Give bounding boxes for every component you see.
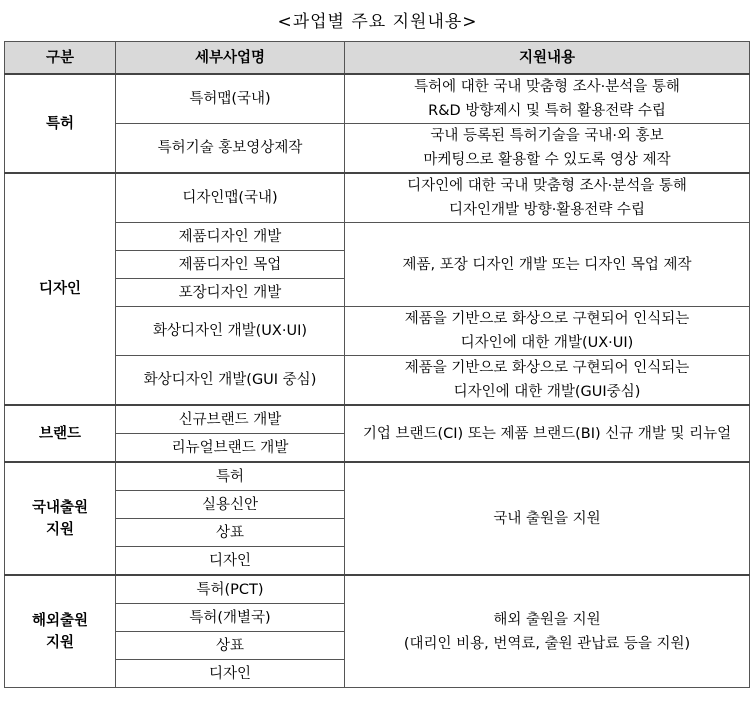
table-row bbox=[5, 575, 750, 604]
category-line: 지원 bbox=[45, 634, 74, 651]
table-row bbox=[5, 307, 750, 356]
table-row bbox=[5, 173, 750, 223]
category-cell: 특허 bbox=[5, 74, 116, 173]
project-name-cell: 화상디자인 개발(GUI 중심) bbox=[116, 356, 345, 406]
content-cell bbox=[345, 124, 750, 174]
content-line: 제품을 기반으로 화상으로 구현되어 인식되는 bbox=[404, 311, 690, 327]
project-name-cell: 특허맵(국내) bbox=[116, 74, 345, 124]
project-name-cell: 상표 bbox=[116, 632, 345, 660]
content-line: (대리인 비용, 번역료, 출원 관납료 등을 지원) bbox=[403, 635, 691, 652]
project-name-cell: 실용신안 bbox=[116, 491, 345, 519]
project-name-cell: 화상디자인 개발(UX·UI) bbox=[116, 307, 345, 356]
category-cell bbox=[5, 462, 116, 575]
project-name-cell: 특허 bbox=[116, 462, 345, 491]
project-name-cell: 특허(PCT) bbox=[116, 575, 345, 604]
content-line: 디자인개발 방향·활용전략 수립 bbox=[449, 202, 645, 218]
project-name-cell: 신규브랜드 개발 bbox=[116, 405, 345, 434]
project-name-cell: 특허기술 홍보영상제작 bbox=[116, 124, 345, 174]
project-name-cell: 리뉴얼브랜드 개발 bbox=[116, 434, 345, 463]
category-line: 해외출원 bbox=[31, 612, 89, 629]
header-project-name: 세부사업명 bbox=[116, 42, 345, 75]
table-row bbox=[5, 124, 750, 174]
project-name-cell: 특허(개별국) bbox=[116, 604, 345, 632]
content-cell bbox=[345, 575, 750, 688]
group-domestic-application bbox=[5, 462, 750, 575]
content-line: 국내 등록된 특허기술을 국내·외 홍보 bbox=[430, 128, 664, 144]
category-cell bbox=[5, 575, 116, 688]
support-table bbox=[4, 41, 750, 688]
project-name-cell: 디자인 bbox=[116, 547, 345, 576]
group-overseas-application bbox=[5, 575, 750, 688]
content-line: 디자인에 대한 개발(GUI중심) bbox=[453, 384, 641, 400]
content-cell bbox=[345, 173, 750, 223]
content-cell: 제품, 포장 디자인 개발 또는 디자인 목업 제작 bbox=[345, 223, 750, 307]
table-row bbox=[5, 405, 750, 434]
content-line: 디자인에 대한 개발(UX·UI) bbox=[460, 335, 634, 351]
content-cell bbox=[345, 74, 750, 124]
content-cell bbox=[345, 356, 750, 406]
project-name-cell: 디자인 bbox=[116, 660, 345, 688]
content-line: 특허에 대한 국내 맞춤형 조사·분석을 통해 bbox=[414, 79, 680, 95]
content-cell: 국내 출원을 지원 bbox=[345, 462, 750, 575]
content-line: 해외 출원을 지원 bbox=[493, 611, 601, 628]
category-line: 국내출원 bbox=[31, 499, 89, 516]
content-line: 제품을 기반으로 화상으로 구현되어 인식되는 bbox=[404, 360, 690, 376]
header-category: 구분 bbox=[5, 42, 116, 75]
table-header-row bbox=[5, 42, 750, 75]
content-line: R&D 방향제시 및 특허 활용전략 수립 bbox=[428, 103, 666, 119]
group-patent bbox=[5, 74, 750, 173]
content-cell: 기업 브랜드(CI) 또는 제품 브랜드(BI) 신규 개발 및 리뉴얼 bbox=[345, 405, 750, 462]
header-support-content: 지원내용 bbox=[345, 42, 750, 75]
table-row bbox=[5, 356, 750, 406]
page-title: <과업별 주요 지원내용> bbox=[277, 12, 478, 32]
project-name-cell: 제품디자인 개발 bbox=[116, 223, 345, 251]
content-cell bbox=[345, 307, 750, 356]
project-name-cell: 제품디자인 목업 bbox=[116, 251, 345, 279]
category-cell: 브랜드 bbox=[5, 405, 116, 462]
content-line: 디자인에 대한 국내 맞춤형 조사·분석을 통해 bbox=[407, 178, 687, 194]
table-row bbox=[5, 74, 750, 124]
table-row bbox=[5, 223, 750, 251]
group-design bbox=[5, 173, 750, 405]
project-name-cell: 포장디자인 개발 bbox=[116, 279, 345, 307]
project-name-cell: 상표 bbox=[116, 519, 345, 547]
content-line: 마케팅으로 활용할 수 있도록 영상 제작 bbox=[423, 152, 671, 168]
category-line: 지원 bbox=[45, 521, 74, 538]
project-name-cell: 디자인맵(국내) bbox=[116, 173, 345, 223]
table-row bbox=[5, 462, 750, 491]
category-cell: 디자인 bbox=[5, 173, 116, 405]
group-brand bbox=[5, 405, 750, 462]
